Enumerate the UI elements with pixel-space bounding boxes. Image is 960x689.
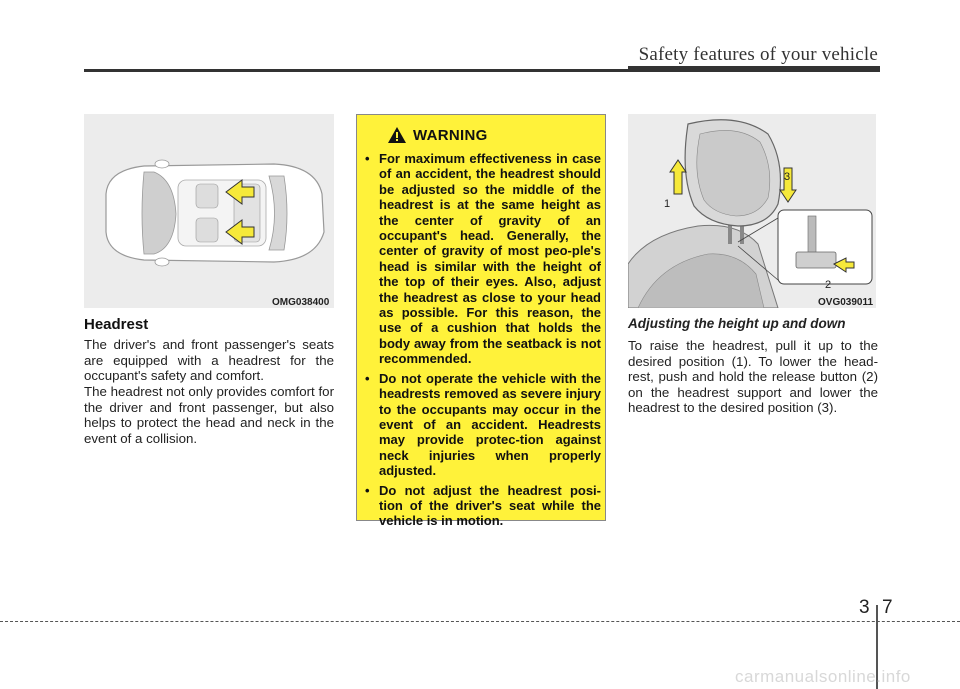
header-title: Safety features of your vehicle [638,44,878,65]
warning-triangle-icon [387,126,407,144]
paragraph-2: The headrest not only provides comfort for the driver and front passenger, but also helps to protect the head and neck in the event of a collision. [84,384,334,446]
car-topview-illustration [84,114,334,308]
headrest-image [628,114,876,308]
page-number: 7 [882,597,893,618]
callout-1: 1 [664,198,671,210]
adjust-subtitle: Adjusting the height up and down [628,316,846,331]
warning-item-text: For maximum effectiveness in case of an accident, the headrest should be adjusted so the middle of the headrest is at the same height as the center of gravity of an occupant's head. Generally, the center of gravity of most peo-ple's head is similar with the height of the top of their eyes. Also, adjust the headrest as close to your head as possible. For this reason, the use of a cushion that holds the body away from the seatback is not recommended. [379,151,601,367]
warning-box [356,114,606,529]
warning-header [387,126,488,144]
section-title: Headrest [84,316,149,333]
adjust-paragraph: To raise the headrest, pull it up to the desired position (1). To lower the head-rest, push and hold the release button (2) on the headrest support and lower the headrest to the desired position (3). [628,338,878,415]
bullet: • [365,482,370,498]
warning-item-text: Do not adjust the headrest posi-tion of the driver's seat while the vehicle is in motion. [379,482,601,529]
headrest-illustration [628,114,876,308]
watermark: carmanualsonline.info [735,667,911,686]
warning-item [365,371,601,479]
image-code-left: OMG038400 [272,297,330,308]
bullet: • [365,370,370,386]
warning-item-text: Do not operate the vehicle with the headrests removed as severe injury to the occupants may occur in the event of an accident. Headrests may provide protec-tion against neck injuries when properly adjusted. [379,370,601,479]
warning-title: WARNING [413,126,488,144]
image-code-right: OVG039011 [818,297,874,308]
header-rule-accent [628,66,880,72]
warning-list [365,151,601,533]
callout-3: 3 [784,171,791,183]
footer-rule [0,621,960,622]
bullet: • [365,151,370,166]
callout-2: 2 [825,279,832,291]
warning-item [365,151,601,367]
warning-item [365,483,601,529]
paragraph-1: The driver's and front passenger's seats are equipped with a headrest for the occupant's safety and comfort. [84,337,334,383]
chapter-number: 3 [859,597,870,618]
car-topview-image [84,114,334,308]
